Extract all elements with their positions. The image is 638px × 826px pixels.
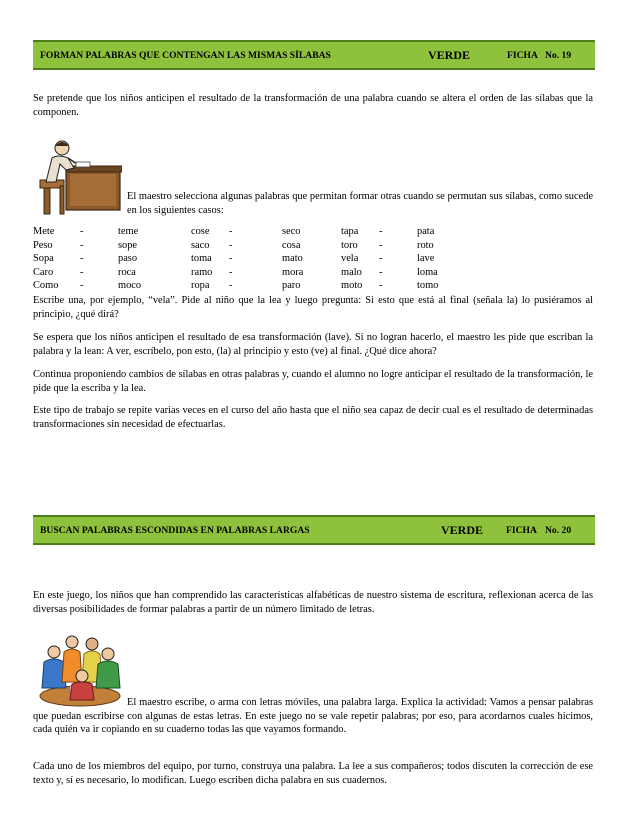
table-cell: cose <box>191 226 210 237</box>
table-cell: - <box>80 239 84 251</box>
table-cell: - <box>80 226 84 237</box>
table-row <box>33 266 438 280</box>
table-row <box>33 239 438 253</box>
ficha-19-label: FICHA <box>507 50 538 61</box>
table-cell: paso <box>118 253 138 265</box>
table-cell: cosa <box>282 239 301 251</box>
student-writing-illustration <box>36 136 122 216</box>
ficha-20-intro: En este juego, los niños que han comprendido las características alfabéticas de nuestro sistema de escritura, reflexionan acerca de las diversas posibilidades de formar palabras a partir de un número limitado de letras. <box>33 590 593 615</box>
table-cell: vela <box>341 253 359 265</box>
ficha-19-teacher-text: El maestro selecciona algunas palabras que permitan formar otras cuando se permutan sus sílabas, como sucede en los siguientes casos: <box>127 191 593 216</box>
ficha-19-intro: Se pretende que los niños anticipen el resultado de la transformación de una palabra cuando se altera el orden de las sílabas que la componen. <box>33 93 593 118</box>
table-cell: - <box>379 239 383 251</box>
ficha-20-label: FICHA <box>506 525 537 536</box>
table-cell: moco <box>118 280 142 292</box>
ficha-19-paragraph-3: Continua proponiendo cambios de sílabas en otras palabras y, cuando el alumno no logre anticipar el resultado de la transformación, le pide que la escriba y la lea. <box>33 369 593 394</box>
ficha-19-header <box>33 40 595 70</box>
ficha-20-title: BUSCAN PALABRAS ESCONDIDAS EN PALABRAS LARGAS <box>40 525 310 536</box>
table-cell: Caro <box>33 266 54 278</box>
table-cell: - <box>379 266 383 278</box>
table-cell: mato <box>282 253 303 265</box>
table-cell: Mete <box>33 226 55 237</box>
table-cell: tapa <box>341 226 359 237</box>
table-cell: moto <box>341 280 363 292</box>
table-cell: lave <box>417 253 435 265</box>
table-cell: - <box>379 280 383 292</box>
table-cell: teme <box>118 226 139 237</box>
table-cell: malo <box>341 266 362 278</box>
table-cell: - <box>80 266 84 278</box>
table-cell: - <box>379 253 383 265</box>
table-cell: - <box>80 253 84 265</box>
table-cell: sope <box>118 239 138 251</box>
table-cell: roca <box>118 266 136 278</box>
table-cell: roto <box>417 239 434 251</box>
ficha-19-title: FORMAN PALABRAS QUE CONTENGAN LAS MISMAS SÍLABAS <box>40 50 331 61</box>
table-row <box>33 252 438 266</box>
table-cell: toma <box>191 253 212 265</box>
table-cell: saco <box>191 239 210 251</box>
table-cell: - <box>229 226 233 237</box>
ficha-20-header <box>33 515 595 545</box>
table-cell: loma <box>417 266 438 278</box>
table-cell: - <box>229 280 233 292</box>
word-permutation-table <box>33 225 438 293</box>
table-cell: - <box>379 226 383 237</box>
table-cell: mora <box>282 266 304 278</box>
table-row <box>33 279 438 293</box>
table-cell: - <box>80 280 84 292</box>
ficha-19-number: No. 19 <box>545 50 572 61</box>
table-cell: - <box>229 239 233 251</box>
ficha-20-number: No. 20 <box>545 525 572 536</box>
table-cell: tomo <box>417 280 439 292</box>
table-cell: ropa <box>191 280 210 292</box>
table-cell: paro <box>282 280 301 292</box>
table-row <box>33 225 438 239</box>
table-cell: - <box>229 266 233 278</box>
ficha-20-color: VERDE <box>441 523 484 537</box>
ficha-19-paragraph-1: Escribe una, por ejemplo, “vela”. Pide al niño que la lea y luego pregunta: Si esto que está al final (señala la) lo pusiéramos al principio, ¿qué dirá? <box>33 295 593 320</box>
ficha-20-teacher-text: El maestro escribe, o arma con letras móviles, una palabra larga. Explica la actividad: Vamos a pensar palabras que puedan escribirse con algunas de estas letras. En este juego no se vale repetir palabras; por eso, para acordarnos cuales hicimos, cada quién va ir copiando en su cuaderno todas las que vayamos formando. <box>33 697 593 736</box>
table-cell: ramo <box>191 266 213 278</box>
table-cell: Peso <box>33 239 53 251</box>
table-cell: - <box>229 253 233 265</box>
table-cell: toro <box>341 239 358 251</box>
ficha-19-paragraph-2: Se espera que los niños anticipen el resultado de esa transformación (lave). Si no logran hacerlo, el maestro les pide que escriban la palabra y la lean: A ver, escríbelo, pon esto, (la) al principio y esto (ve) al final. ¿Qué dice ahora? <box>33 332 593 357</box>
ficha-19-color: VERDE <box>428 48 471 62</box>
table-cell: Como <box>33 280 59 292</box>
ficha-20-paragraph-1: Cada uno de los miembros del equipo, por turno, construya una palabra. La lee a sus compañeros; todos discuten la corrección de ese texto y, sí es necesario, lo modifican. Luego escriben dicha palabra en sus cuadernos. <box>33 761 593 786</box>
ficha-19-paragraph-4: Este tipo de trabajo se repite varias veces en el curso del año hasta que el niño sea capaz de decir cual es el resultado de determinadas transformaciones sin necesidad de efectuarlas. <box>33 405 593 430</box>
table-cell: seco <box>282 226 301 237</box>
table-cell: Sopa <box>33 253 54 265</box>
table-cell: pata <box>417 226 435 237</box>
